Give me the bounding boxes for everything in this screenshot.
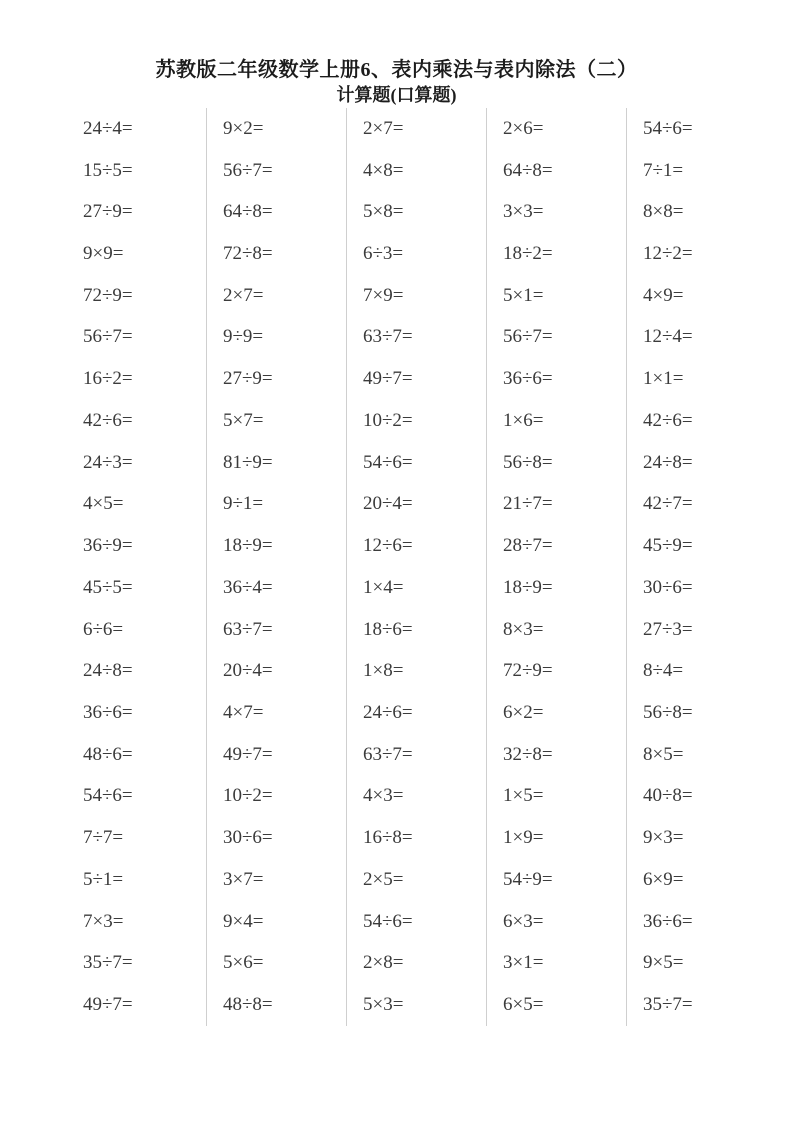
problem-cell	[347, 442, 487, 484]
problem-cell	[207, 484, 347, 526]
problem-cell	[207, 275, 347, 317]
math-problem: 9×4=	[223, 910, 264, 932]
math-problem: 1×1=	[643, 368, 684, 390]
math-problem: 72÷9=	[503, 660, 553, 682]
math-problem: 2×6=	[503, 117, 544, 139]
problem-cell	[627, 358, 767, 400]
problem-cell	[627, 525, 767, 567]
math-problem: 10÷2=	[363, 409, 413, 431]
math-problem: 5×8=	[363, 201, 404, 223]
problem-cell	[207, 233, 347, 275]
math-problem: 72÷8=	[223, 243, 273, 265]
math-problem: 63÷7=	[363, 326, 413, 348]
math-problem: 20÷4=	[223, 660, 273, 682]
problem-cell	[487, 191, 627, 233]
math-problem: 18÷2=	[503, 243, 553, 265]
problem-cell	[207, 734, 347, 776]
problem-cell	[347, 484, 487, 526]
math-problem: 56÷7=	[83, 326, 133, 348]
problem-cell	[347, 358, 487, 400]
problem-cell	[67, 692, 207, 734]
problem-cell	[487, 650, 627, 692]
math-problem: 48÷8=	[223, 994, 273, 1016]
page-subtitle: 计算题(口算题)	[336, 85, 457, 105]
problem-cell	[67, 108, 207, 150]
problem-cell	[347, 650, 487, 692]
math-problem: 81÷9=	[223, 451, 273, 473]
problem-cell	[207, 943, 347, 985]
math-problem: 6÷6=	[83, 618, 124, 640]
problem-cell	[67, 233, 207, 275]
math-problem: 42÷7=	[643, 493, 693, 515]
problem-cell	[207, 609, 347, 651]
problem-cell	[627, 650, 767, 692]
math-problem: 49÷7=	[363, 368, 413, 390]
problem-cell	[487, 442, 627, 484]
math-problem: 9×2=	[223, 117, 264, 139]
problem-cell	[627, 484, 767, 526]
math-problem: 2×5=	[363, 868, 404, 890]
math-problem: 9×5=	[643, 952, 684, 974]
problem-cell	[67, 776, 207, 818]
math-problem: 1×4=	[363, 576, 404, 598]
problem-cell	[67, 943, 207, 985]
problem-cell	[67, 484, 207, 526]
math-problem: 5÷1=	[83, 868, 124, 890]
problem-cell	[347, 525, 487, 567]
problem-cell	[487, 943, 627, 985]
problem-cell	[207, 317, 347, 359]
math-problem: 8÷4=	[643, 660, 684, 682]
problem-cell	[487, 567, 627, 609]
problem-cell	[347, 984, 487, 1026]
math-problem: 56÷7=	[503, 326, 553, 348]
math-problem: 2×8=	[363, 952, 404, 974]
problem-cell	[347, 233, 487, 275]
problem-cell	[347, 776, 487, 818]
math-problem: 18÷6=	[363, 618, 413, 640]
math-problem: 2×7=	[223, 284, 264, 306]
math-problem: 9×3=	[643, 827, 684, 849]
math-problem: 5×7=	[223, 409, 264, 431]
math-problem: 3×3=	[503, 201, 544, 223]
problem-cell	[67, 150, 207, 192]
problem-cell	[207, 191, 347, 233]
problem-cell	[627, 776, 767, 818]
problem-cell	[627, 817, 767, 859]
math-problem: 4×7=	[223, 702, 264, 724]
math-problem: 9÷1=	[223, 493, 264, 515]
problem-cell	[67, 400, 207, 442]
problem-cell	[487, 358, 627, 400]
problem-cell	[207, 901, 347, 943]
math-problem: 36÷6=	[503, 368, 553, 390]
math-problem: 54÷6=	[643, 117, 693, 139]
math-problem: 36÷9=	[83, 535, 133, 557]
problem-cell	[627, 191, 767, 233]
problem-cell	[347, 943, 487, 985]
problem-cell	[487, 484, 627, 526]
math-problem: 6×3=	[503, 910, 544, 932]
math-problem: 6÷3=	[363, 243, 404, 265]
math-problem: 18÷9=	[223, 535, 273, 557]
problem-cell	[67, 984, 207, 1026]
problem-cell	[487, 609, 627, 651]
page-title: 苏教版二年级数学上册6、表内乘法与表内除法（二）	[155, 59, 638, 81]
problem-cell	[627, 734, 767, 776]
problem-cell	[67, 734, 207, 776]
problem-cell	[207, 692, 347, 734]
math-problem: 1×8=	[363, 660, 404, 682]
math-problem: 49÷7=	[83, 994, 133, 1016]
problem-cell	[627, 901, 767, 943]
problem-cell	[207, 776, 347, 818]
math-problem: 27÷9=	[223, 368, 273, 390]
problem-cell	[627, 692, 767, 734]
problem-cell	[347, 859, 487, 901]
problem-cell	[627, 108, 767, 150]
problem-cell	[347, 734, 487, 776]
math-problem: 7÷1=	[643, 159, 684, 181]
problem-cell	[627, 859, 767, 901]
problem-cell	[67, 817, 207, 859]
problem-cell	[627, 275, 767, 317]
math-problem: 54÷9=	[503, 868, 553, 890]
math-problem: 24÷8=	[643, 451, 693, 473]
problem-cell	[67, 275, 207, 317]
problem-cell	[487, 984, 627, 1026]
math-problem: 28÷7=	[503, 535, 553, 557]
math-problem: 15÷5=	[83, 159, 133, 181]
math-problem: 3×7=	[223, 868, 264, 890]
math-problem: 27÷3=	[643, 618, 693, 640]
problem-cell	[347, 692, 487, 734]
math-problem: 48÷6=	[83, 743, 133, 765]
math-problem: 10÷2=	[223, 785, 273, 807]
math-problem: 7×3=	[83, 910, 124, 932]
math-problem: 9÷9=	[223, 326, 264, 348]
problem-cell	[627, 317, 767, 359]
math-problem: 64÷8=	[223, 201, 273, 223]
math-problem: 56÷8=	[503, 451, 553, 473]
problem-cell	[207, 650, 347, 692]
math-problem: 8×5=	[643, 743, 684, 765]
math-problem: 8×3=	[503, 618, 544, 640]
problem-cell	[487, 776, 627, 818]
problem-cell	[347, 108, 487, 150]
problem-cell	[347, 817, 487, 859]
problem-cell	[487, 108, 627, 150]
problem-cell	[67, 650, 207, 692]
math-problem: 2×7=	[363, 117, 404, 139]
problems-grid	[67, 108, 767, 1026]
problem-cell	[347, 191, 487, 233]
math-problem: 54÷6=	[363, 910, 413, 932]
math-problem: 24÷4=	[83, 117, 133, 139]
math-problem: 7×9=	[363, 284, 404, 306]
math-problem: 1×5=	[503, 785, 544, 807]
math-problem: 12÷6=	[363, 535, 413, 557]
math-problem: 40÷8=	[643, 785, 693, 807]
problem-cell	[487, 400, 627, 442]
math-problem: 12÷2=	[643, 243, 693, 265]
math-problem: 20÷4=	[363, 493, 413, 515]
problem-cell	[67, 191, 207, 233]
math-problem: 49÷7=	[223, 743, 273, 765]
math-problem: 16÷8=	[363, 827, 413, 849]
math-problem: 56÷7=	[223, 159, 273, 181]
math-problem: 54÷6=	[83, 785, 133, 807]
problem-cell	[67, 567, 207, 609]
math-problem: 56÷8=	[643, 702, 693, 724]
math-problem: 63÷7=	[223, 618, 273, 640]
math-problem: 24÷6=	[363, 702, 413, 724]
problem-cell	[207, 525, 347, 567]
problem-cell	[487, 233, 627, 275]
math-problem: 36÷6=	[643, 910, 693, 932]
problem-cell	[207, 567, 347, 609]
problem-cell	[347, 567, 487, 609]
math-problem: 7÷7=	[83, 827, 124, 849]
problem-cell	[347, 317, 487, 359]
problem-cell	[487, 275, 627, 317]
math-problem: 6×5=	[503, 994, 544, 1016]
problem-cell	[67, 609, 207, 651]
math-problem: 4×3=	[363, 785, 404, 807]
math-problem: 45÷5=	[83, 576, 133, 598]
math-problem: 5×3=	[363, 994, 404, 1016]
math-problem: 32÷8=	[503, 743, 553, 765]
math-problem: 6×2=	[503, 702, 544, 724]
math-problem: 64÷8=	[503, 159, 553, 181]
math-problem: 9×9=	[83, 243, 124, 265]
math-problem: 36÷6=	[83, 702, 133, 724]
problem-cell	[627, 400, 767, 442]
math-problem: 63÷7=	[363, 743, 413, 765]
math-problem: 6×9=	[643, 868, 684, 890]
problem-cell	[67, 317, 207, 359]
math-problem: 5×6=	[223, 952, 264, 974]
math-problem: 27÷9=	[83, 201, 133, 223]
problem-cell	[487, 859, 627, 901]
math-problem: 21÷7=	[503, 493, 553, 515]
problem-cell	[67, 525, 207, 567]
problem-cell	[347, 400, 487, 442]
math-problem: 30÷6=	[643, 576, 693, 598]
problem-cell	[67, 442, 207, 484]
problem-cell	[347, 609, 487, 651]
math-problem: 1×9=	[503, 827, 544, 849]
problem-cell	[207, 400, 347, 442]
math-problem: 4×5=	[83, 493, 124, 515]
problem-cell	[627, 233, 767, 275]
math-problem: 4×8=	[363, 159, 404, 181]
worksheet-header	[0, 57, 793, 106]
math-problem: 35÷7=	[83, 952, 133, 974]
problem-cell	[487, 734, 627, 776]
problem-cell	[207, 358, 347, 400]
math-problem: 8×8=	[643, 201, 684, 223]
problem-cell	[67, 358, 207, 400]
math-problem: 36÷4=	[223, 576, 273, 598]
math-problem: 24÷3=	[83, 451, 133, 473]
math-problem: 1×6=	[503, 409, 544, 431]
problem-cell	[487, 901, 627, 943]
problem-cell	[207, 859, 347, 901]
problem-cell	[627, 567, 767, 609]
problem-cell	[487, 150, 627, 192]
math-problem: 24÷8=	[83, 660, 133, 682]
problem-cell	[627, 943, 767, 985]
problem-cell	[347, 275, 487, 317]
problem-cell	[67, 901, 207, 943]
problem-cell	[487, 692, 627, 734]
problem-cell	[207, 150, 347, 192]
math-problem: 5×1=	[503, 284, 544, 306]
math-problem: 42÷6=	[83, 409, 133, 431]
problem-cell	[207, 817, 347, 859]
problem-cell	[487, 817, 627, 859]
problem-cell	[487, 525, 627, 567]
problem-cell	[627, 442, 767, 484]
problem-cell	[627, 984, 767, 1026]
problem-cell	[207, 108, 347, 150]
math-problem: 30÷6=	[223, 827, 273, 849]
problem-cell	[627, 150, 767, 192]
math-problem: 18÷9=	[503, 576, 553, 598]
math-problem: 72÷9=	[83, 284, 133, 306]
math-problem: 12÷4=	[643, 326, 693, 348]
math-problem: 54÷6=	[363, 451, 413, 473]
problem-cell	[207, 984, 347, 1026]
problem-cell	[627, 609, 767, 651]
problem-cell	[347, 901, 487, 943]
problem-cell	[207, 442, 347, 484]
problem-cell	[487, 317, 627, 359]
math-problem: 3×1=	[503, 952, 544, 974]
math-problem: 4×9=	[643, 284, 684, 306]
math-problem: 42÷6=	[643, 409, 693, 431]
problem-cell	[347, 150, 487, 192]
math-problem: 45÷9=	[643, 535, 693, 557]
problem-cell	[67, 859, 207, 901]
math-problem: 16÷2=	[83, 368, 133, 390]
math-problem: 35÷7=	[643, 994, 693, 1016]
